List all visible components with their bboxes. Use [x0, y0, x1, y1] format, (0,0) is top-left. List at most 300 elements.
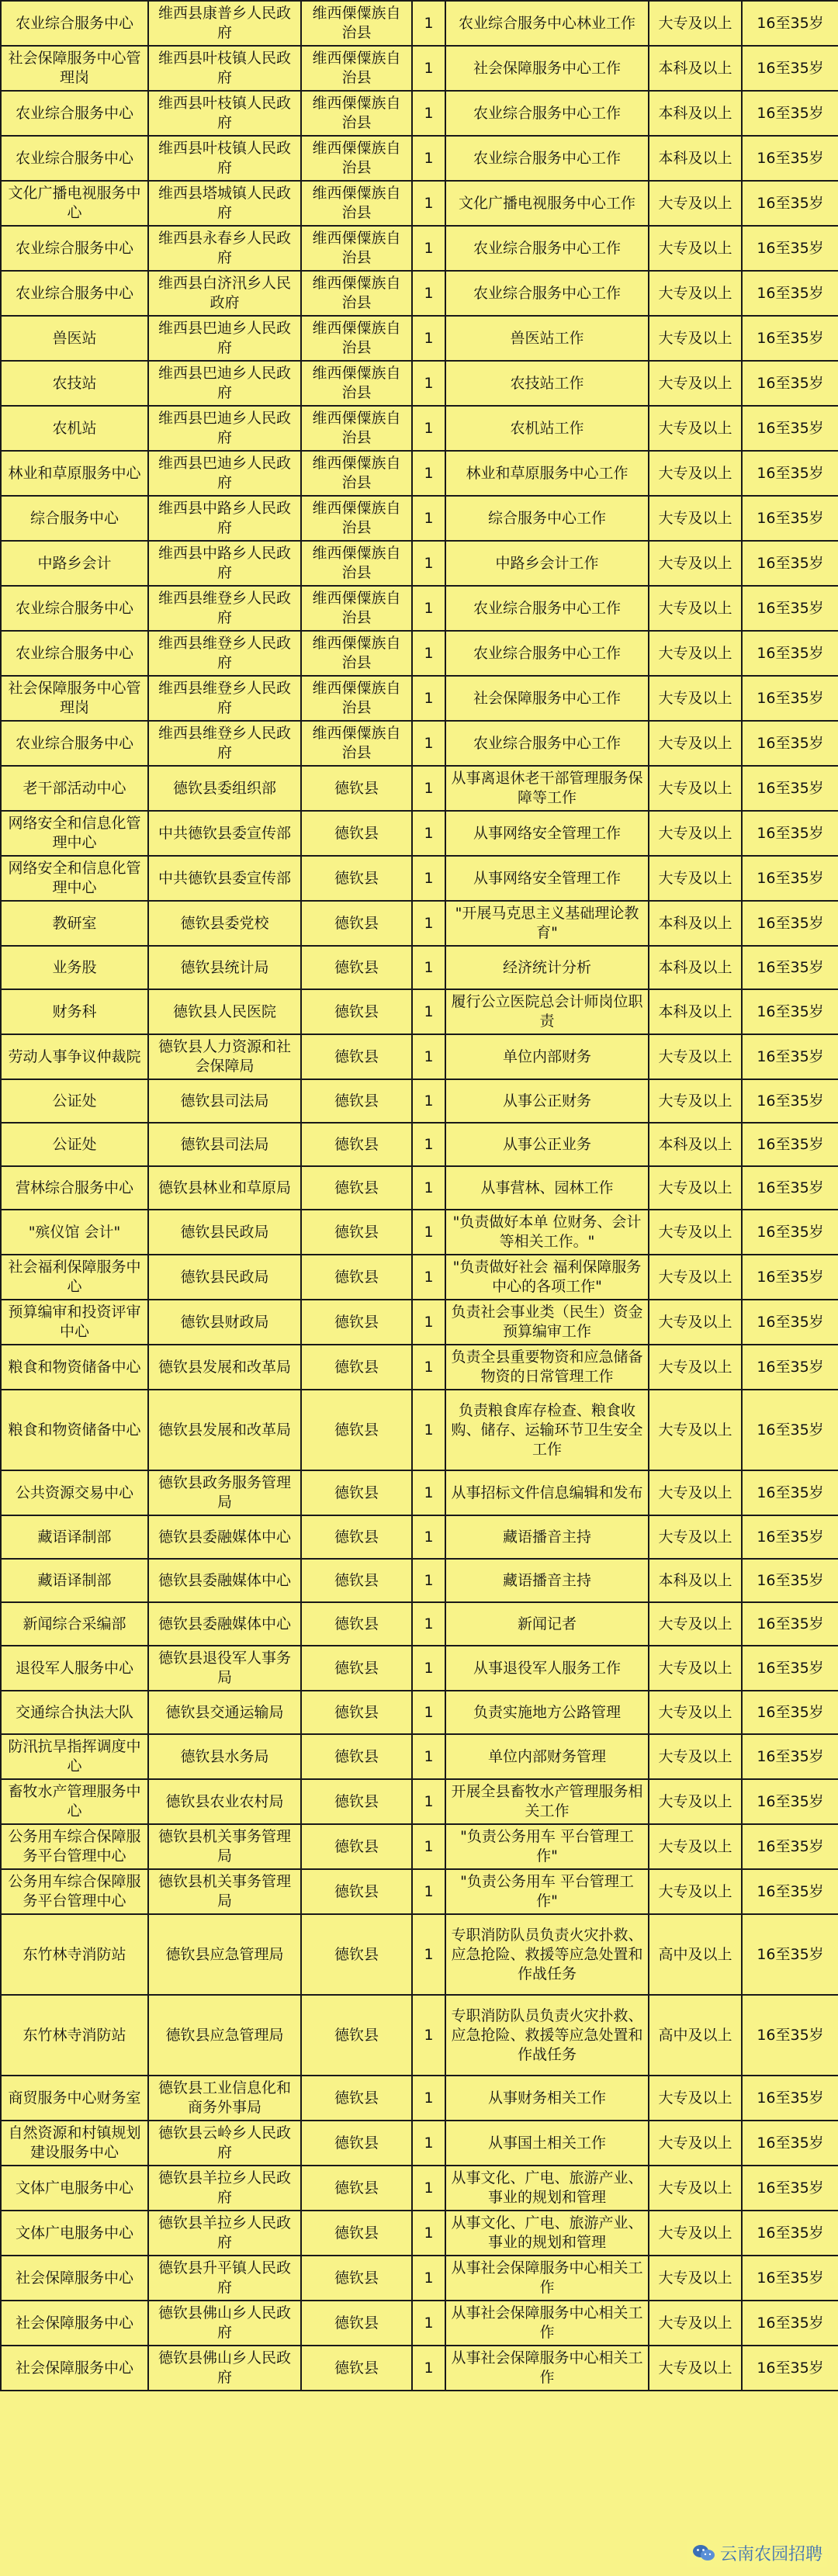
- cell-county: 德钦县: [301, 2076, 412, 2121]
- cell-position: 农业综合服务中心: [1, 631, 148, 676]
- cell-count: 1: [412, 361, 445, 406]
- table-row: [1, 2346, 838, 2391]
- cell-duty: 经济统计分析: [445, 946, 649, 989]
- cell-education: 大专及以上: [649, 406, 742, 451]
- cell-count: 1: [412, 1559, 445, 1602]
- cell-position: 自然资源和村镇规划建设服务中心: [1, 2121, 148, 2166]
- table-row: [1, 901, 838, 946]
- cell-position: 网络安全和信息化管理中心: [1, 811, 148, 856]
- cell-count: 1: [412, 1824, 445, 1869]
- cell-education: 大专及以上: [649, 676, 742, 721]
- cell-age: 16至35岁: [742, 2211, 838, 2256]
- cell-duty: 履行公立医院总会计师岗位职责: [445, 989, 649, 1034]
- cell-county: 德钦县: [301, 946, 412, 989]
- cell-count: 1: [412, 1210, 445, 1255]
- cell-position: 文体广电服务中心: [1, 2211, 148, 2256]
- cell-position: 农业综合服务中心: [1, 91, 148, 136]
- cell-agency: 德钦县委党校: [148, 901, 301, 946]
- cell-agency: 德钦县司法局: [148, 1123, 301, 1166]
- cell-age: 16至35岁: [742, 2346, 838, 2391]
- cell-agency: 德钦县升平镇人民政府: [148, 2256, 301, 2301]
- cell-agency: 维西县叶枝镇人民政府: [148, 136, 301, 181]
- cell-age: 16至35岁: [742, 1470, 838, 1515]
- cell-age: 16至35岁: [742, 676, 838, 721]
- cell-duty: 农机站工作: [445, 406, 649, 451]
- cell-age: 16至35岁: [742, 91, 838, 136]
- cell-count: 1: [412, 901, 445, 946]
- cell-count: 1: [412, 406, 445, 451]
- table-row: [1, 1995, 838, 2076]
- cell-duty: "负责做好社会 福利保障服务中心的各项工作": [445, 1255, 649, 1300]
- cell-duty: 社会保障服务中心工作: [445, 46, 649, 91]
- cell-county: 德钦县: [301, 1515, 412, 1559]
- table-row: [1, 1255, 838, 1300]
- cell-count: 1: [412, 1691, 445, 1734]
- cell-age: 16至35岁: [742, 811, 838, 856]
- cell-duty: 社会保障服务中心工作: [445, 676, 649, 721]
- cell-agency: 中共德钦县委宣传部: [148, 856, 301, 901]
- cell-county: 德钦县: [301, 989, 412, 1034]
- cell-agency: 德钦县机关事务管理局: [148, 1824, 301, 1869]
- cell-position: 网络安全和信息化管理中心: [1, 856, 148, 901]
- cell-duty: 开展全县畜牧水产管理服务相关工作: [445, 1779, 649, 1824]
- cell-education: 大专及以上: [649, 496, 742, 541]
- cell-agency: 德钦县机关事务管理局: [148, 1869, 301, 1914]
- cell-position: 财务科: [1, 989, 148, 1034]
- cell-agency: 维西县维登乡人民政府: [148, 586, 301, 631]
- cell-position: 畜牧水产管理服务中心: [1, 1779, 148, 1824]
- cell-count: 1: [412, 1869, 445, 1914]
- cell-agency: 德钦县委组织部: [148, 766, 301, 811]
- cell-county: 维西傈僳族自治县: [301, 1, 412, 46]
- cell-agency: 维西县叶枝镇人民政府: [148, 91, 301, 136]
- table-row: [1, 1210, 838, 1255]
- cell-position: 农业综合服务中心: [1, 271, 148, 316]
- cell-education: 大专及以上: [649, 766, 742, 811]
- cell-position: 社会保障服务中心管理岗: [1, 46, 148, 91]
- table-row: [1, 1869, 838, 1914]
- cell-county: 德钦县: [301, 2121, 412, 2166]
- cell-duty: 藏语播音主持: [445, 1559, 649, 1602]
- cell-count: 1: [412, 989, 445, 1034]
- cell-age: 16至35岁: [742, 1345, 838, 1390]
- cell-county: 维西傈僳族自治县: [301, 271, 412, 316]
- cell-duty: "负责公务用车 平台管理工作": [445, 1824, 649, 1869]
- table-row: [1, 2166, 838, 2211]
- cell-age: 16至35岁: [742, 1515, 838, 1559]
- cell-county: 维西傈僳族自治县: [301, 721, 412, 766]
- cell-county: 德钦县: [301, 856, 412, 901]
- cell-county: 维西傈僳族自治县: [301, 226, 412, 271]
- cell-position: 农业综合服务中心: [1, 136, 148, 181]
- cell-count: 1: [412, 226, 445, 271]
- cell-count: 1: [412, 1646, 445, 1691]
- cell-agency: 维西县维登乡人民政府: [148, 721, 301, 766]
- cell-county: 维西傈僳族自治县: [301, 91, 412, 136]
- cell-county: 维西傈僳族自治县: [301, 676, 412, 721]
- cell-education: 大专及以上: [649, 181, 742, 226]
- cell-agency: 德钦县佛山乡人民政府: [148, 2346, 301, 2391]
- wechat-icon: [692, 2543, 715, 2564]
- table-row: [1, 1602, 838, 1646]
- cell-agency: 德钦县统计局: [148, 946, 301, 989]
- cell-county: 维西傈僳族自治县: [301, 451, 412, 496]
- cell-position: 退役军人服务中心: [1, 1646, 148, 1691]
- cell-duty: 负责实施地方公路管理: [445, 1691, 649, 1734]
- cell-age: 16至35岁: [742, 721, 838, 766]
- cell-county: 德钦县: [301, 1559, 412, 1602]
- cell-position: 文化广播电视服务中心: [1, 181, 148, 226]
- cell-agency: 德钦县发展和改革局: [148, 1390, 301, 1470]
- table-row: [1, 1515, 838, 1559]
- table-row: [1, 1123, 838, 1166]
- cell-age: 16至35岁: [742, 1914, 838, 1995]
- cell-duty: 文化广播电视服务中心工作: [445, 181, 649, 226]
- cell-agency: 德钦县退役军人事务局: [148, 1646, 301, 1691]
- cell-age: 16至35岁: [742, 1166, 838, 1210]
- cell-county: 德钦县: [301, 1646, 412, 1691]
- cell-agency: 德钦县交通运输局: [148, 1691, 301, 1734]
- table-row: [1, 271, 838, 316]
- cell-agency: 维西县白济汛乡人民政府: [148, 271, 301, 316]
- cell-count: 1: [412, 586, 445, 631]
- cell-position: 预算编审和投资评审中心: [1, 1300, 148, 1345]
- cell-count: 1: [412, 2301, 445, 2346]
- cell-agency: 德钦县应急管理局: [148, 1995, 301, 2076]
- table-row: [1, 406, 838, 451]
- cell-count: 1: [412, 2121, 445, 2166]
- cell-duty: 中路乡会计工作: [445, 541, 649, 586]
- cell-duty: 农业综合服务中心工作: [445, 136, 649, 181]
- cell-county: 德钦县: [301, 1914, 412, 1995]
- cell-duty: 从事公正财务: [445, 1079, 649, 1123]
- cell-count: 1: [412, 316, 445, 361]
- cell-position: 老干部活动中心: [1, 766, 148, 811]
- cell-education: 大专及以上: [649, 1779, 742, 1824]
- cell-age: 16至35岁: [742, 1300, 838, 1345]
- watermark: [687, 2540, 827, 2567]
- cell-education: 高中及以上: [649, 1914, 742, 1995]
- cell-age: 16至35岁: [742, 1255, 838, 1300]
- cell-age: 16至35岁: [742, 316, 838, 361]
- cell-education: 大专及以上: [649, 271, 742, 316]
- cell-agency: 德钦县委融媒体中心: [148, 1602, 301, 1646]
- cell-age: 16至35岁: [742, 1691, 838, 1734]
- cell-position: 公证处: [1, 1123, 148, 1166]
- cell-education: 大专及以上: [649, 1345, 742, 1390]
- cell-education: 大专及以上: [649, 1, 742, 46]
- cell-count: 1: [412, 1470, 445, 1515]
- cell-county: 德钦县: [301, 811, 412, 856]
- cell-age: 16至35岁: [742, 856, 838, 901]
- cell-duty: 农业综合服务中心工作: [445, 271, 649, 316]
- cell-education: 大专及以上: [649, 1210, 742, 1255]
- cell-duty: 农业综合服务中心工作: [445, 586, 649, 631]
- cell-county: 德钦县: [301, 1470, 412, 1515]
- cell-age: 16至35岁: [742, 406, 838, 451]
- cell-county: 德钦县: [301, 1166, 412, 1210]
- cell-duty: 从事社会保障服务中心相关工作: [445, 2256, 649, 2301]
- cell-agency: 维西县巴迪乡人民政府: [148, 361, 301, 406]
- table-row: [1, 1734, 838, 1779]
- cell-county: 维西傈僳族自治县: [301, 496, 412, 541]
- cell-agency: 维西县维登乡人民政府: [148, 631, 301, 676]
- cell-county: 德钦县: [301, 1210, 412, 1255]
- cell-position: 公证处: [1, 1079, 148, 1123]
- cell-county: 维西傈僳族自治县: [301, 46, 412, 91]
- cell-position: 公共资源交易中心: [1, 1470, 148, 1515]
- cell-education: 大专及以上: [649, 1390, 742, 1470]
- table-row: [1, 226, 838, 271]
- cell-county: 德钦县: [301, 1995, 412, 2076]
- cell-education: 大专及以上: [649, 721, 742, 766]
- table-row: [1, 1779, 838, 1824]
- cell-education: 高中及以上: [649, 1995, 742, 2076]
- cell-duty: 从事国土相关工作: [445, 2121, 649, 2166]
- cell-position: 藏语译制部: [1, 1515, 148, 1559]
- cell-age: 16至35岁: [742, 989, 838, 1034]
- cell-age: 16至35岁: [742, 1, 838, 46]
- cell-duty: 从事招标文件信息编辑和发布: [445, 1470, 649, 1515]
- cell-duty: 从事网络安全管理工作: [445, 811, 649, 856]
- cell-county: 德钦县: [301, 2256, 412, 2301]
- cell-count: 1: [412, 1515, 445, 1559]
- cell-county: 德钦县: [301, 1602, 412, 1646]
- table-row: [1, 989, 838, 1034]
- cell-county: 德钦县: [301, 1779, 412, 1824]
- cell-age: 16至35岁: [742, 451, 838, 496]
- cell-position: 农机站: [1, 406, 148, 451]
- cell-position: 商贸服务中心财务室: [1, 2076, 148, 2121]
- cell-county: 维西傈僳族自治县: [301, 181, 412, 226]
- cell-agency: 德钦县民政局: [148, 1255, 301, 1300]
- cell-education: 大专及以上: [649, 586, 742, 631]
- cell-position: 粮食和物资储备中心: [1, 1390, 148, 1470]
- cell-duty: "开展马克思主义基础理论教育": [445, 901, 649, 946]
- cell-education: 大专及以上: [649, 1255, 742, 1300]
- cell-duty: 专职消防队员负责火灾扑救、应急抢险、救援等应急处置和作战任务: [445, 1914, 649, 1995]
- cell-age: 16至35岁: [742, 181, 838, 226]
- cell-county: 德钦县: [301, 1734, 412, 1779]
- cell-duty: 专职消防队员负责火灾扑救、应急抢险、救援等应急处置和作战任务: [445, 1995, 649, 2076]
- cell-county: 德钦县: [301, 2301, 412, 2346]
- cell-age: 16至35岁: [742, 2166, 838, 2211]
- table-row: [1, 1646, 838, 1691]
- cell-education: 大专及以上: [649, 2211, 742, 2256]
- cell-duty: 农业综合服务中心工作: [445, 91, 649, 136]
- cell-age: 16至35岁: [742, 1995, 838, 2076]
- table-row: [1, 1345, 838, 1390]
- cell-county: 德钦县: [301, 2166, 412, 2211]
- cell-duty: 负责全县重要物资和应急储备物资的日常管理工作: [445, 1345, 649, 1390]
- cell-duty: 从事离退休老干部管理服务保障等工作: [445, 766, 649, 811]
- table-row: [1, 2256, 838, 2301]
- table-row: [1, 631, 838, 676]
- table-row: [1, 1300, 838, 1345]
- cell-agency: 德钦县工业信息化和商务外事局: [148, 2076, 301, 2121]
- cell-age: 16至35岁: [742, 2076, 838, 2121]
- cell-county: 德钦县: [301, 901, 412, 946]
- cell-agency: 德钦县云岭乡人民政府: [148, 2121, 301, 2166]
- cell-age: 16至35岁: [742, 1824, 838, 1869]
- cell-age: 16至35岁: [742, 136, 838, 181]
- cell-education: 本科及以上: [649, 136, 742, 181]
- cell-duty: 从事公正业务: [445, 1123, 649, 1166]
- cell-duty: 藏语播音主持: [445, 1515, 649, 1559]
- cell-education: 大专及以上: [649, 2301, 742, 2346]
- cell-position: 营林综合服务中心: [1, 1166, 148, 1210]
- cell-agency: 德钦县水务局: [148, 1734, 301, 1779]
- cell-age: 16至35岁: [742, 1734, 838, 1779]
- cell-education: 大专及以上: [649, 2076, 742, 2121]
- cell-education: 大专及以上: [649, 1602, 742, 1646]
- cell-count: 1: [412, 1779, 445, 1824]
- table-row: [1, 361, 838, 406]
- cell-count: 1: [412, 1734, 445, 1779]
- cell-age: 16至35岁: [742, 946, 838, 989]
- cell-education: 大专及以上: [649, 1646, 742, 1691]
- cell-agency: 德钦县佛山乡人民政府: [148, 2301, 301, 2346]
- table-row: [1, 496, 838, 541]
- cell-duty: 农业综合服务中心工作: [445, 631, 649, 676]
- cell-position: 社会保障服务中心: [1, 2256, 148, 2301]
- cell-education: 大专及以上: [649, 541, 742, 586]
- cell-count: 1: [412, 1255, 445, 1300]
- cell-age: 16至35岁: [742, 1559, 838, 1602]
- cell-count: 1: [412, 721, 445, 766]
- table-row: [1, 316, 838, 361]
- cell-education: 本科及以上: [649, 46, 742, 91]
- cell-agency: 德钦县委融媒体中心: [148, 1559, 301, 1602]
- cell-education: 大专及以上: [649, 631, 742, 676]
- cell-age: 16至35岁: [742, 2256, 838, 2301]
- cell-duty: 综合服务中心工作: [445, 496, 649, 541]
- cell-position: 林业和草原服务中心: [1, 451, 148, 496]
- cell-count: 1: [412, 1123, 445, 1166]
- cell-age: 16至35岁: [742, 1869, 838, 1914]
- cell-duty: 兽医站工作: [445, 316, 649, 361]
- cell-count: 1: [412, 271, 445, 316]
- table-row: [1, 541, 838, 586]
- cell-age: 16至35岁: [742, 1779, 838, 1824]
- table-row: [1, 1470, 838, 1515]
- cell-position: 社会保障服务中心: [1, 2346, 148, 2391]
- table-row: [1, 676, 838, 721]
- cell-count: 1: [412, 2346, 445, 2391]
- cell-position: 社会保障服务中心: [1, 2301, 148, 2346]
- cell-education: 大专及以上: [649, 1300, 742, 1345]
- cell-agency: 德钦县民政局: [148, 1210, 301, 1255]
- cell-duty: 新闻记者: [445, 1602, 649, 1646]
- cell-duty: 从事营林、园林工作: [445, 1166, 649, 1210]
- table-row: [1, 1390, 838, 1470]
- cell-county: 德钦县: [301, 1300, 412, 1345]
- cell-duty: "负责公务用车 平台管理工作": [445, 1869, 649, 1914]
- cell-education: 大专及以上: [649, 1515, 742, 1559]
- cell-position: 藏语译制部: [1, 1559, 148, 1602]
- cell-education: 大专及以上: [649, 316, 742, 361]
- cell-education: 大专及以上: [649, 361, 742, 406]
- table-row: [1, 2121, 838, 2166]
- cell-county: 德钦县: [301, 1079, 412, 1123]
- cell-position: 劳动人事争议仲裁院: [1, 1034, 148, 1079]
- cell-position: 粮食和物资储备中心: [1, 1345, 148, 1390]
- cell-agency: 德钦县政务服务管理局: [148, 1470, 301, 1515]
- cell-age: 16至35岁: [742, 496, 838, 541]
- cell-count: 1: [412, 1166, 445, 1210]
- cell-count: 1: [412, 1345, 445, 1390]
- cell-county: 德钦县: [301, 1345, 412, 1390]
- cell-education: 大专及以上: [649, 1034, 742, 1079]
- cell-age: 16至35岁: [742, 1390, 838, 1470]
- cell-count: 1: [412, 1079, 445, 1123]
- cell-count: 1: [412, 1034, 445, 1079]
- table-row: [1, 946, 838, 989]
- cell-position: 农业综合服务中心: [1, 1, 148, 46]
- cell-count: 1: [412, 46, 445, 91]
- table-row: [1, 451, 838, 496]
- cell-count: 1: [412, 1995, 445, 2076]
- table-row: [1, 46, 838, 91]
- cell-position: 社会福利保障服务中心: [1, 1255, 148, 1300]
- cell-agency: 维西县巴迪乡人民政府: [148, 406, 301, 451]
- cell-education: 大专及以上: [649, 1166, 742, 1210]
- cell-county: 维西傈僳族自治县: [301, 316, 412, 361]
- cell-agency: 德钦县农业农村局: [148, 1779, 301, 1824]
- cell-age: 16至35岁: [742, 1646, 838, 1691]
- cell-duty: 从事退役军人服务工作: [445, 1646, 649, 1691]
- cell-duty: 负责粮食库存检查、粮食收购、储存、运输环节卫生安全工作: [445, 1390, 649, 1470]
- cell-duty: 负责社会事业类（民生）资金预算编审工作: [445, 1300, 649, 1345]
- cell-education: 大专及以上: [649, 1734, 742, 1779]
- cell-position: 农技站: [1, 361, 148, 406]
- cell-count: 1: [412, 1602, 445, 1646]
- cell-county: 维西傈僳族自治县: [301, 586, 412, 631]
- cell-count: 1: [412, 181, 445, 226]
- cell-age: 16至35岁: [742, 766, 838, 811]
- cell-position: 防汛抗旱指挥调度中心: [1, 1734, 148, 1779]
- cell-duty: 农业综合服务中心工作: [445, 226, 649, 271]
- cell-agency: 德钦县林业和草原局: [148, 1166, 301, 1210]
- cell-county: 维西傈僳族自治县: [301, 361, 412, 406]
- cell-duty: 从事社会保障服务中心相关工作: [445, 2301, 649, 2346]
- cell-county: 德钦县: [301, 1691, 412, 1734]
- table-row: [1, 811, 838, 856]
- cell-count: 1: [412, 1300, 445, 1345]
- cell-count: 1: [412, 811, 445, 856]
- cell-county: 德钦县: [301, 1390, 412, 1470]
- cell-position: "殡仪馆 会计": [1, 1210, 148, 1255]
- cell-count: 1: [412, 541, 445, 586]
- cell-education: 大专及以上: [649, 1691, 742, 1734]
- table-row: [1, 766, 838, 811]
- cell-count: 1: [412, 496, 445, 541]
- cell-duty: 农技站工作: [445, 361, 649, 406]
- cell-count: 1: [412, 676, 445, 721]
- cell-agency: 德钦县司法局: [148, 1079, 301, 1123]
- cell-education: 大专及以上: [649, 451, 742, 496]
- cell-count: 1: [412, 1390, 445, 1470]
- table-row: [1, 1034, 838, 1079]
- cell-agency: 维西县维登乡人民政府: [148, 676, 301, 721]
- table-row: [1, 181, 838, 226]
- cell-count: 1: [412, 91, 445, 136]
- cell-agency: 维西县叶枝镇人民政府: [148, 46, 301, 91]
- cell-position: 中路乡会计: [1, 541, 148, 586]
- cell-agency: 维西县永春乡人民政府: [148, 226, 301, 271]
- cell-position: 东竹林寺消防站: [1, 1914, 148, 1995]
- cell-county: 维西傈僳族自治县: [301, 631, 412, 676]
